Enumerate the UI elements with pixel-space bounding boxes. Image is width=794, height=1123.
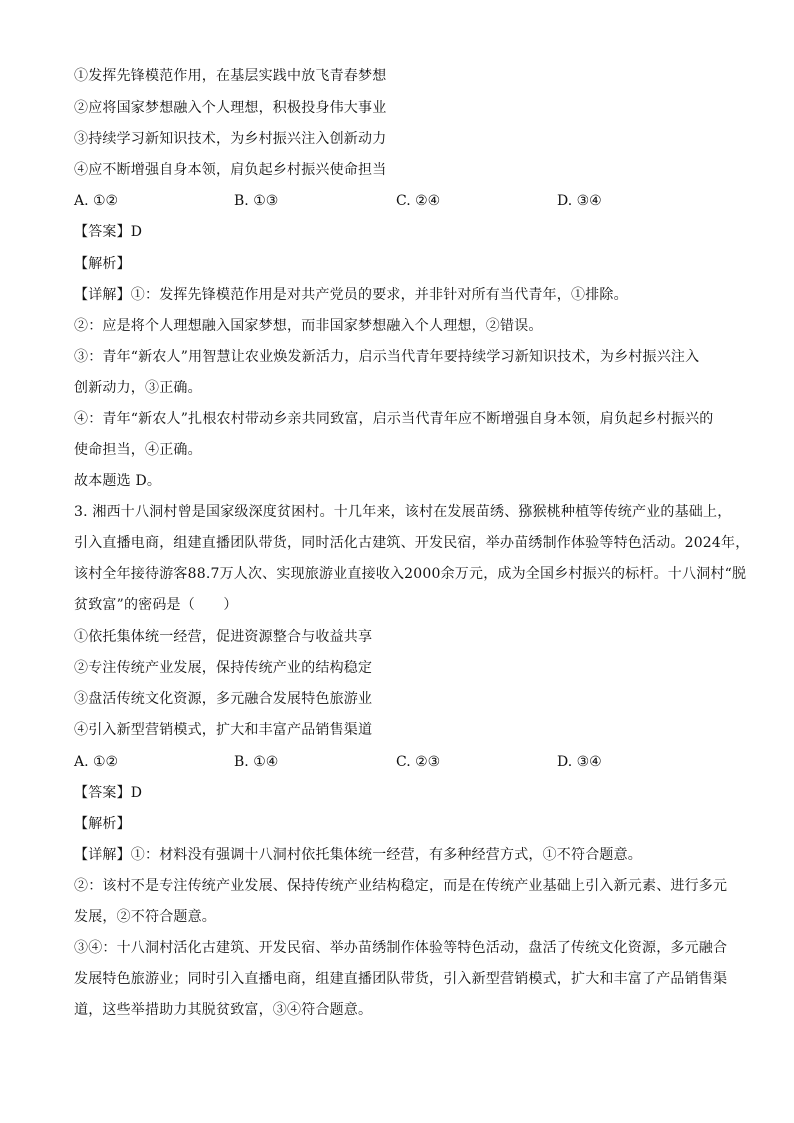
q2-statement-3: ③持续学习新知识技术，为乡村振兴注入创新动力 (74, 131, 387, 147)
q3-option-b: B. ①④ (234, 754, 279, 770)
q3-detail-6: 道，这些举措助力其脱贫致富，③④符合题意。 (74, 1002, 373, 1018)
q3-statement-2: ②专注传统产业发展，保持传统产业的结构稳定 (74, 660, 373, 676)
q3-stem-2: 引入直播电商，组建直播团队带货，同时活化古建筑、开发民宿，举办苗绣制作体验等特色活动。2024年， (74, 535, 750, 551)
q2-statement-1: ①发挥先锋模范作用，在基层实践中放飞青春梦想 (74, 68, 387, 84)
q2-option-c: C. ②④ (396, 193, 441, 209)
q2-detail-4: 创新动力，③正确。 (74, 380, 202, 396)
q2-option-a: A. ①② (74, 193, 119, 209)
q3-detail-5: 发展特色旅游业；同时引入直播电商，组建直播团队带货，引入新型营销模式，扩大和丰富了产品销售渠 (74, 971, 728, 987)
q2-option-b: B. ①③ (234, 193, 279, 209)
q3-stem-1: 3. 湘西十八洞村曾是国家级深度贫困村。十几年来，该村在发展苗绣、猕猴桃种植等传统产业的基础上， (74, 504, 732, 520)
q3-option-c: C. ②③ (396, 754, 441, 770)
q3-analysis-label: 【解析】 (74, 816, 131, 832)
q2-analysis-label: 【解析】 (74, 256, 131, 272)
q2-conclusion: 故本题选 D。 (74, 473, 162, 489)
q3-statement-1: ①依托集体统一经营，促进资源整合与收益共享 (74, 629, 373, 645)
q2-detail-3: ③：青年“新农人”用智慧让农业焕发新活力，启示当代青年要持续学习新知识技术，为乡村振兴注入 (74, 349, 700, 365)
q2-detail-5: ④：青年“新农人”扎根农村带动乡亲共同致富，启示当代青年应不断增强自身本领，肩负起乡村振兴的 (74, 411, 714, 427)
q3-option-d: D. ③④ (557, 754, 602, 770)
q2-option-d: D. ③④ (557, 193, 602, 209)
q3-stem-4: 贫致富”的密码是（ ） (74, 597, 238, 613)
q2-detail-2: ②：应是将个人理想融入国家梦想，而非国家梦想融入个人理想，②错误。 (74, 318, 543, 334)
q2-answer: 【答案】D (74, 224, 143, 240)
q3-detail-1: 【详解】①：材料没有强调十八洞村依托集体统一经营，有多种经营方式，①不符合题意。 (74, 847, 642, 863)
q2-statement-2: ②应将国家梦想融入个人理想，积极投身伟大事业 (74, 100, 387, 116)
q2-detail-1: 【详解】①：发挥先锋模范作用是对共产党员的要求，并非针对所有当代青年，①排除。 (74, 287, 628, 303)
q3-detail-2: ②：该村不是专注传统产业发展、保持传统产业结构稳定，而是在传统产业基础上引入新元素、进行多元 (74, 878, 728, 894)
q2-statement-4: ④应不断增强自身本领，肩负起乡村振兴使命担当 (74, 162, 387, 178)
q3-statement-4: ④引入新型营销模式，扩大和丰富产品销售渠道 (74, 722, 373, 738)
q3-answer: 【答案】D (74, 785, 143, 801)
q3-stem-3: 该村全年接待游客88.7万人次、实现旅游业直接收入2000余万元，成为全国乡村振兴的标杆。十八洞村“脱 (74, 566, 747, 582)
q3-statement-3: ③盘活传统文化资源，多元融合发展特色旅游业 (74, 691, 373, 707)
q3-detail-3: 发展，②不符合题意。 (74, 909, 216, 925)
q3-detail-4: ③④：十八洞村活化古建筑、开发民宿、举办苗绣制作体验等特色活动，盘活了传统文化资源，多元融合 (74, 940, 728, 956)
q3-option-a: A. ①② (74, 754, 119, 770)
q2-detail-6: 使命担当，④正确。 (74, 442, 202, 458)
